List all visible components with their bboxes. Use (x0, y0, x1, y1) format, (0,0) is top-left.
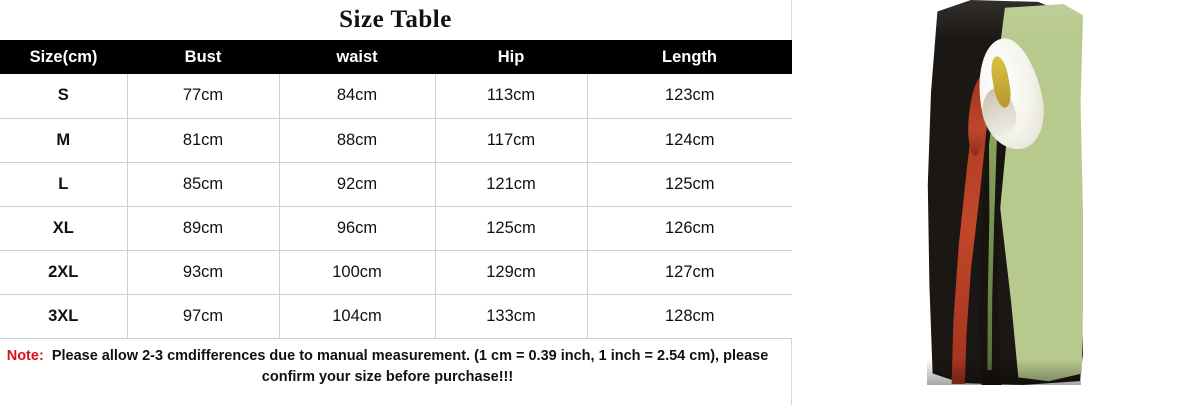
note-label: Note: (6, 347, 44, 364)
size-table-header (0, 40, 792, 74)
cell-length: 125cm (587, 162, 792, 206)
cell-bust: 85cm (127, 162, 279, 206)
cell-length: 123cm (587, 74, 792, 118)
cell-size: L (0, 162, 127, 206)
size-table-body (0, 74, 792, 338)
cell-bust: 77cm (127, 74, 279, 118)
table-header-row (0, 40, 792, 74)
cell-bust: 81cm (127, 118, 279, 162)
cell-waist: 100cm (279, 250, 435, 294)
cell-size: 3XL (0, 294, 127, 338)
cell-bust: 97cm (127, 294, 279, 338)
cell-length: 127cm (587, 250, 792, 294)
hem-shadow (927, 359, 1081, 385)
table-row (0, 74, 792, 118)
cell-size: 2XL (0, 250, 127, 294)
column-header-hip: Hip (435, 40, 587, 74)
cell-size: S (0, 74, 127, 118)
column-header-size: Size(cm) (0, 40, 127, 74)
table-row (0, 206, 792, 250)
cell-hip: 113cm (435, 74, 587, 118)
cell-bust: 93cm (127, 250, 279, 294)
cell-waist: 84cm (279, 74, 435, 118)
cell-size: M (0, 118, 127, 162)
cell-waist: 96cm (279, 206, 435, 250)
table-row (0, 162, 792, 206)
column-header-bust: Bust (127, 40, 279, 74)
cell-length: 128cm (587, 294, 792, 338)
bodice-highlight (929, 0, 1079, 42)
cell-waist: 104cm (279, 294, 435, 338)
column-header-length: Length (587, 40, 792, 74)
cell-waist: 88cm (279, 118, 435, 162)
product-image-dress (923, 0, 1083, 385)
table-row (0, 294, 792, 338)
cell-hip: 117cm (435, 118, 587, 162)
product-photo-pane (792, 0, 1195, 405)
page-title: Size Table (339, 6, 452, 33)
cell-bust: 89cm (127, 206, 279, 250)
cell-hip: 129cm (435, 250, 587, 294)
cell-hip: 133cm (435, 294, 587, 338)
note-text: Please allow 2-3 cmdifferences due to manual measurement. (1 cm = 0.39 inch, 1 inch = 2.54 cm), please confirm your size before purchase!!! (51, 347, 769, 385)
cell-hip: 125cm (435, 206, 587, 250)
cell-size: XL (0, 206, 127, 250)
cell-waist: 92cm (279, 162, 435, 206)
cell-length: 126cm (587, 206, 792, 250)
table-row (0, 118, 792, 162)
cell-length: 124cm (587, 118, 792, 162)
measurement-note (0, 339, 791, 388)
cell-hip: 121cm (435, 162, 587, 206)
size-table (0, 40, 792, 339)
column-header-waist: waist (279, 40, 435, 74)
table-row (0, 250, 792, 294)
